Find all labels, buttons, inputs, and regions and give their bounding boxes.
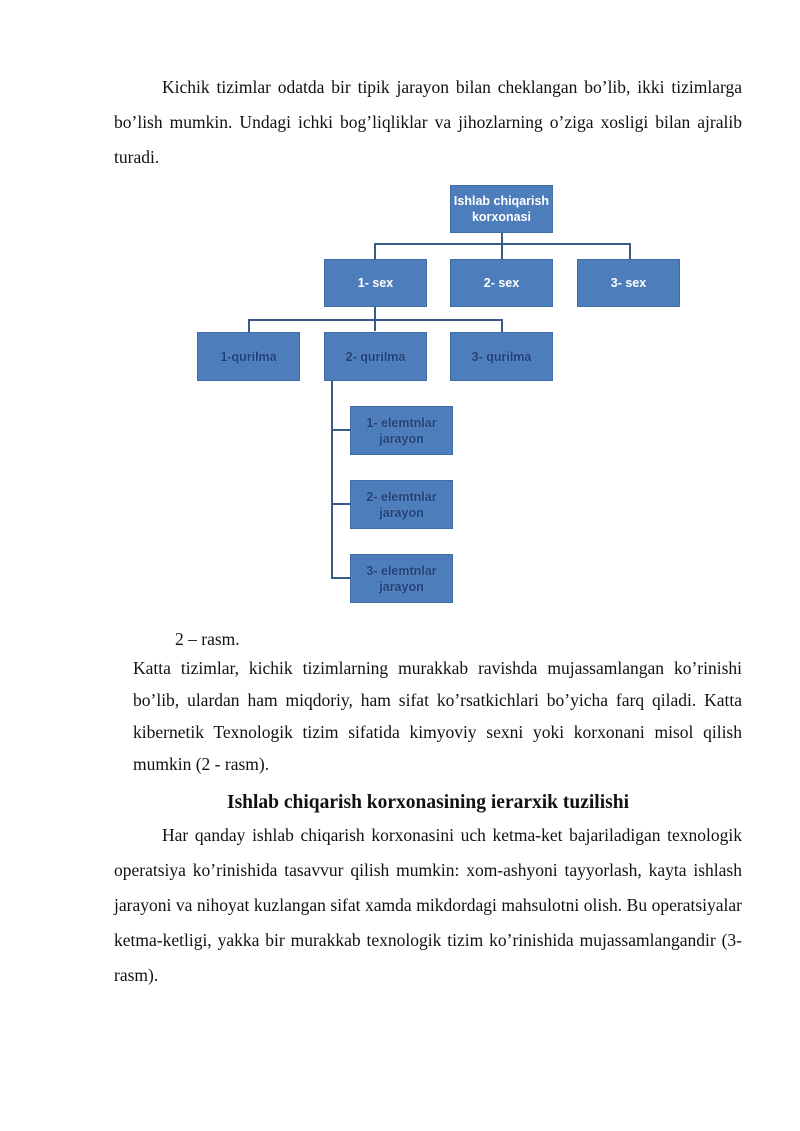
node-qurilma-1: 1-qurilma bbox=[197, 332, 300, 381]
connector bbox=[629, 243, 631, 259]
paragraph-intro: Kichik tizimlar odatda bir tipik jarayon bilan cheklangan bo’lib, ikki tizimlarga bo’lish mumkin. Undagi ichki bog’liqliklar va jihozlarning o’ziga xosligi bilan ajralib turadi. bbox=[114, 77, 742, 167]
connector bbox=[501, 319, 503, 332]
node-element-1: 1- elemtnlar jarayon bbox=[350, 406, 453, 455]
connector bbox=[331, 503, 350, 505]
connector bbox=[374, 243, 376, 259]
connector bbox=[331, 577, 350, 579]
node-sex-1: 1- sex bbox=[324, 259, 427, 307]
figure-caption: 2 – rasm. bbox=[175, 629, 240, 649]
node-element-2: 2- elemtnlar jarayon bbox=[350, 480, 453, 529]
node-element-3: 3- elemtnlar jarayon bbox=[350, 554, 453, 603]
connector bbox=[248, 319, 503, 321]
node-root: Ishlab chiqarish korxonasi bbox=[450, 185, 553, 233]
paragraph-large-systems: Katta tizimlar, kichik tizimlarning murakkab ravishda mujassamlangan ko’rinishi bo’lib, ulardan ham miqdoriy, ham sifat ko’rsatkichlari bo’yicha farq qiladi. Katta kibernetik Texnologik tizim sifatida kimyoviy sexni yoki korxonani misol qilish mumkin (2 - rasm). bbox=[133, 658, 742, 774]
node-sex-2: 2- sex bbox=[450, 259, 553, 307]
node-qurilma-2: 2- qurilma bbox=[324, 332, 427, 381]
node-qurilma-3: 3- qurilma bbox=[450, 332, 553, 381]
node-sex-3: 3- sex bbox=[577, 259, 680, 307]
connector bbox=[248, 319, 250, 332]
connector bbox=[331, 381, 333, 579]
connector bbox=[331, 429, 350, 431]
section-heading: Ishlab chiqarish korxonasining ierarxik tuzilishi bbox=[226, 792, 629, 813]
connector bbox=[501, 243, 503, 259]
paragraph-operations: Har qanday ishlab chiqarish korxonasini uch ketma-ket bajariladigan texnologik operatsiya ko’rinishida tasavvur qilish mumkin: xom-ashyoni tayyorlash, kayta ishlash jarayoni va nihoyat kuzlangan sifat xamda mikdordagi mahsulotni olish. Bu operatsiyalar ketma-ketligi, yakka bir murakkab texnologik tizim ko’rinishida mujassamlangandir (3-rasm). bbox=[114, 825, 742, 985]
